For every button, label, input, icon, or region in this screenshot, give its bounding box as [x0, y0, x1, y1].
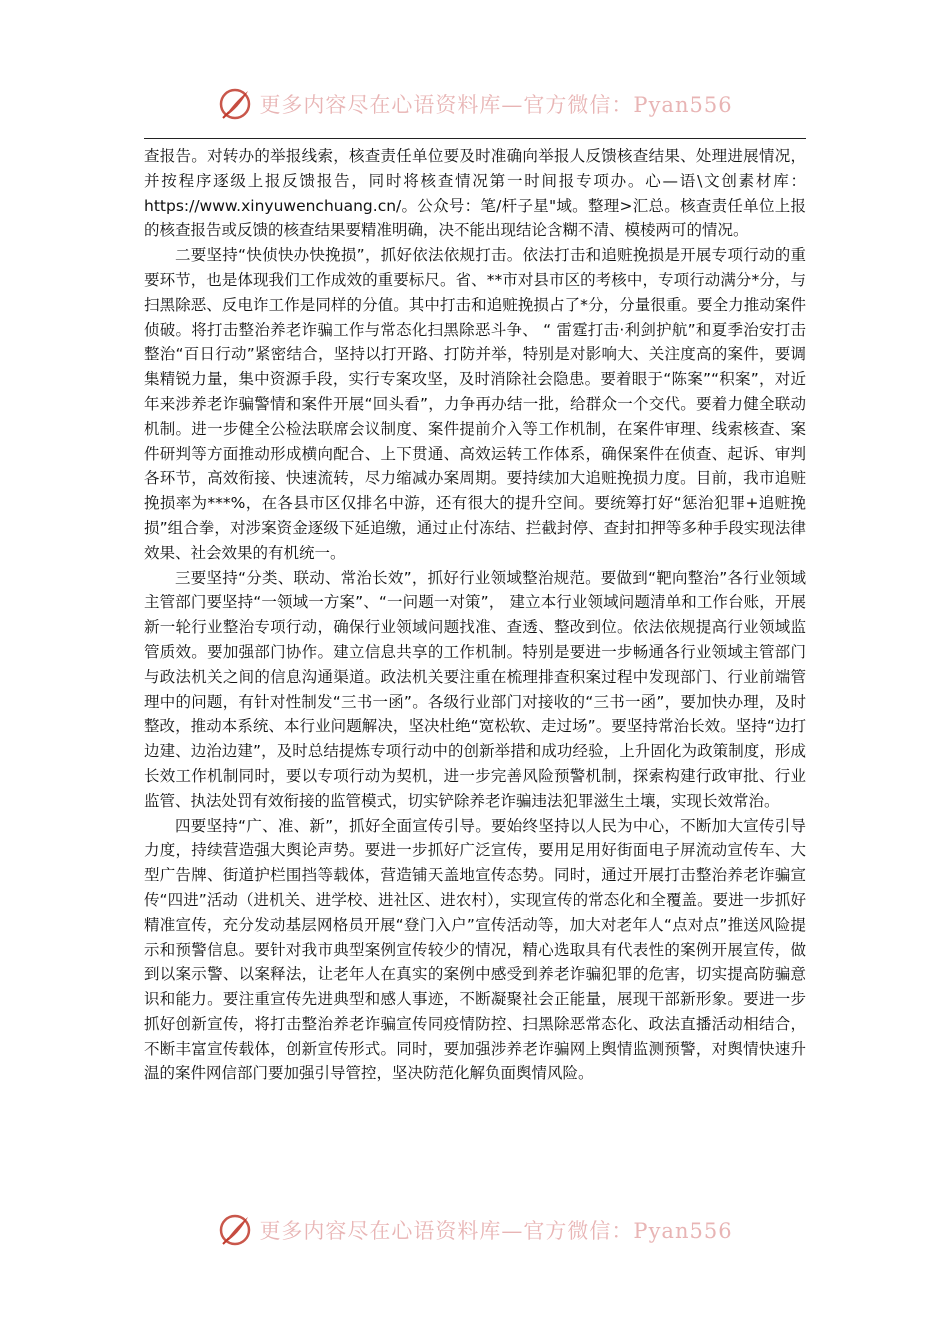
quill-logo-icon	[217, 86, 253, 122]
paragraph-four: 四要坚持“广、准、新”，抓好全面宣传引导。要始终坚持以人民为中心，不断加大宣传引导力度，持续营造强大舆论声势。要进一步抓好广泛宣传，要用足用好街面电子屏流动宣传车、大型广告牌、街道护栏围挡等载体，营造铺天盖地宣传态势。同时，通过开展打击整治养老诈骗宣传“四进”活动（进机关、进学校、进社区、进农村），实现宣传的常态化和全覆盖。要进一步抓好精准宣传，充分发动基层网格员开展“登门入户”宣传活动等，加大对老年人“点对点”推送风险提示和预警信息。要针对我市典型案例宣传较少的情况，精心选取具有代表性的案例开展宣传，做到以案示警、以案释法，让老年人在真实的案例中感受到养老诈骗犯罪的危害，切实提高防骗意识和能力。要注重宣传先进典型和感人事迹，不断凝聚社会正能量，展现干部新形象。要进一步抓好创新宣传，将打击整治养老诈骗宣传同疫情防控、扫黑除恶常态化、政法直播活动相结合，不断丰富宣传载体，创新宣传形式。同时，要加强涉养老诈骗网上舆情监测预警，对舆情快速升温的案件网信部门要加强引导管控，坚决防范化解负面舆情风险。	[144, 816, 806, 1083]
footer-banner-text: 更多内容尽在心语资料库—官方微信：Pyan556	[259, 1219, 733, 1243]
paragraph-two: 二要坚持“快侦快办快挽损”，抓好依法依规打击。依法打击和追赃挽损是开展专项行动的重要环节，也是体现我们工作成效的重要标尺。省、**市对县市区的考核中，专项行动满分*分，与扫黑除恶、反电诈工作是同样的分值。其中打击和追赃挽损占了*分，分量很重。要全力推动案件侦破。将打击整治养老诈骗工作与常态化扫黑除恶斗争、 “ 雷霆打击·利剑护航”和夏季治安打击整治“百日行动”紧密结合，坚持以打开路、打防并举，特别是对影响大、关注度高的案件，要调集精锐力量，集中资源手段，实行专案攻坚，及时消除社会隐患。要着眼于“陈案”“积案”，对近年来涉养老诈骗警情和案件开展“回头看”，力争再办结一批，给群众一个交代。要着力健全联动机制。进一步健全公检法联席会议制度、案件提前介入等工作机制，在案件审理、线索核查、案件研判等方面推动形成横向配合、上下贯通、高效运转工作体系，确保案件在侦查、起诉、审判各环节，高效衔接、快速流转，尽力缩减办案周期。要持续加大追赃挽损力度。目前，我市追赃挽损率为***%，在各县市区仅排名中游，还有很大的提升空间。要统筹打好“惩治犯罪+追赃挽损”组合拳，对涉案资金逐级下延追缴，通过止付冻结、拦截封停、查封扣押等多种手段实现法律效果、社会效果的有机统一。	[144, 246, 806, 562]
paragraph-three: 三要坚持“分类、联动、常治长效”，抓好行业领域整治规范。要做到“靶向整治”各行业领域主管部门要坚持“一领域一方案”、“一问题一对策”， 建立本行业领域问题清单和工作台账，开展新一轮行业整治专项行动，确保行业领域问题找准、查透、整改到位。依法依规提高行业领域监管质效。要加强部门协作。建立信息共享的工作机制。特别是要进一步畅通各行业领域主管部门与政法机关之间的信息沟通渠道。政法机关要注重在梳理排查积案过程中发现部门、行业前端管理中的问题，有针对性制发“三书一函”。各级行业部门对接收的“三书一函”，要加快办理，及时整改，推动本系统、本行业问题解决，坚决杜绝“宽松软、走过场”。要坚持常治长效。坚持“边打边建、边治边建”，及时总结提炼专项行动中的创新举措和成功经验，上升固化为政策制度，形成长效工作机制同时，要以专项行动为契机，进一步完善风险预警机制，探索构建行政审批、行业监管、执法处罚有效衔接的监管模式，切实铲除养老诈骗违法犯罪滋生土壤，实现长效常治。	[144, 568, 806, 810]
header-divider	[144, 138, 806, 139]
quill-logo-icon	[217, 1212, 253, 1248]
footer-banner	[0, 1210, 950, 1250]
document-body	[144, 144, 806, 1086]
header-banner-text: 更多内容尽在心语资料库—官方微信：Pyan556	[259, 93, 733, 117]
header-banner	[0, 84, 950, 124]
paragraph-continued: 查报告。对转办的举报线索，核查责任单位要及时准确向举报人反馈核查结果、处理进展情况，并按程序逐级上报反馈报告，同时将核查情况第一时间报专项办。心—语\文创素材库：https://www.xinyuwenchuang.cn/。公众号：笔/杆子星"域。整理>汇总。核查责任单位上报的核查报告或反馈的核查结果要精准明确，决不能出现结论含糊不清、模棱两可的情况。	[144, 147, 806, 240]
